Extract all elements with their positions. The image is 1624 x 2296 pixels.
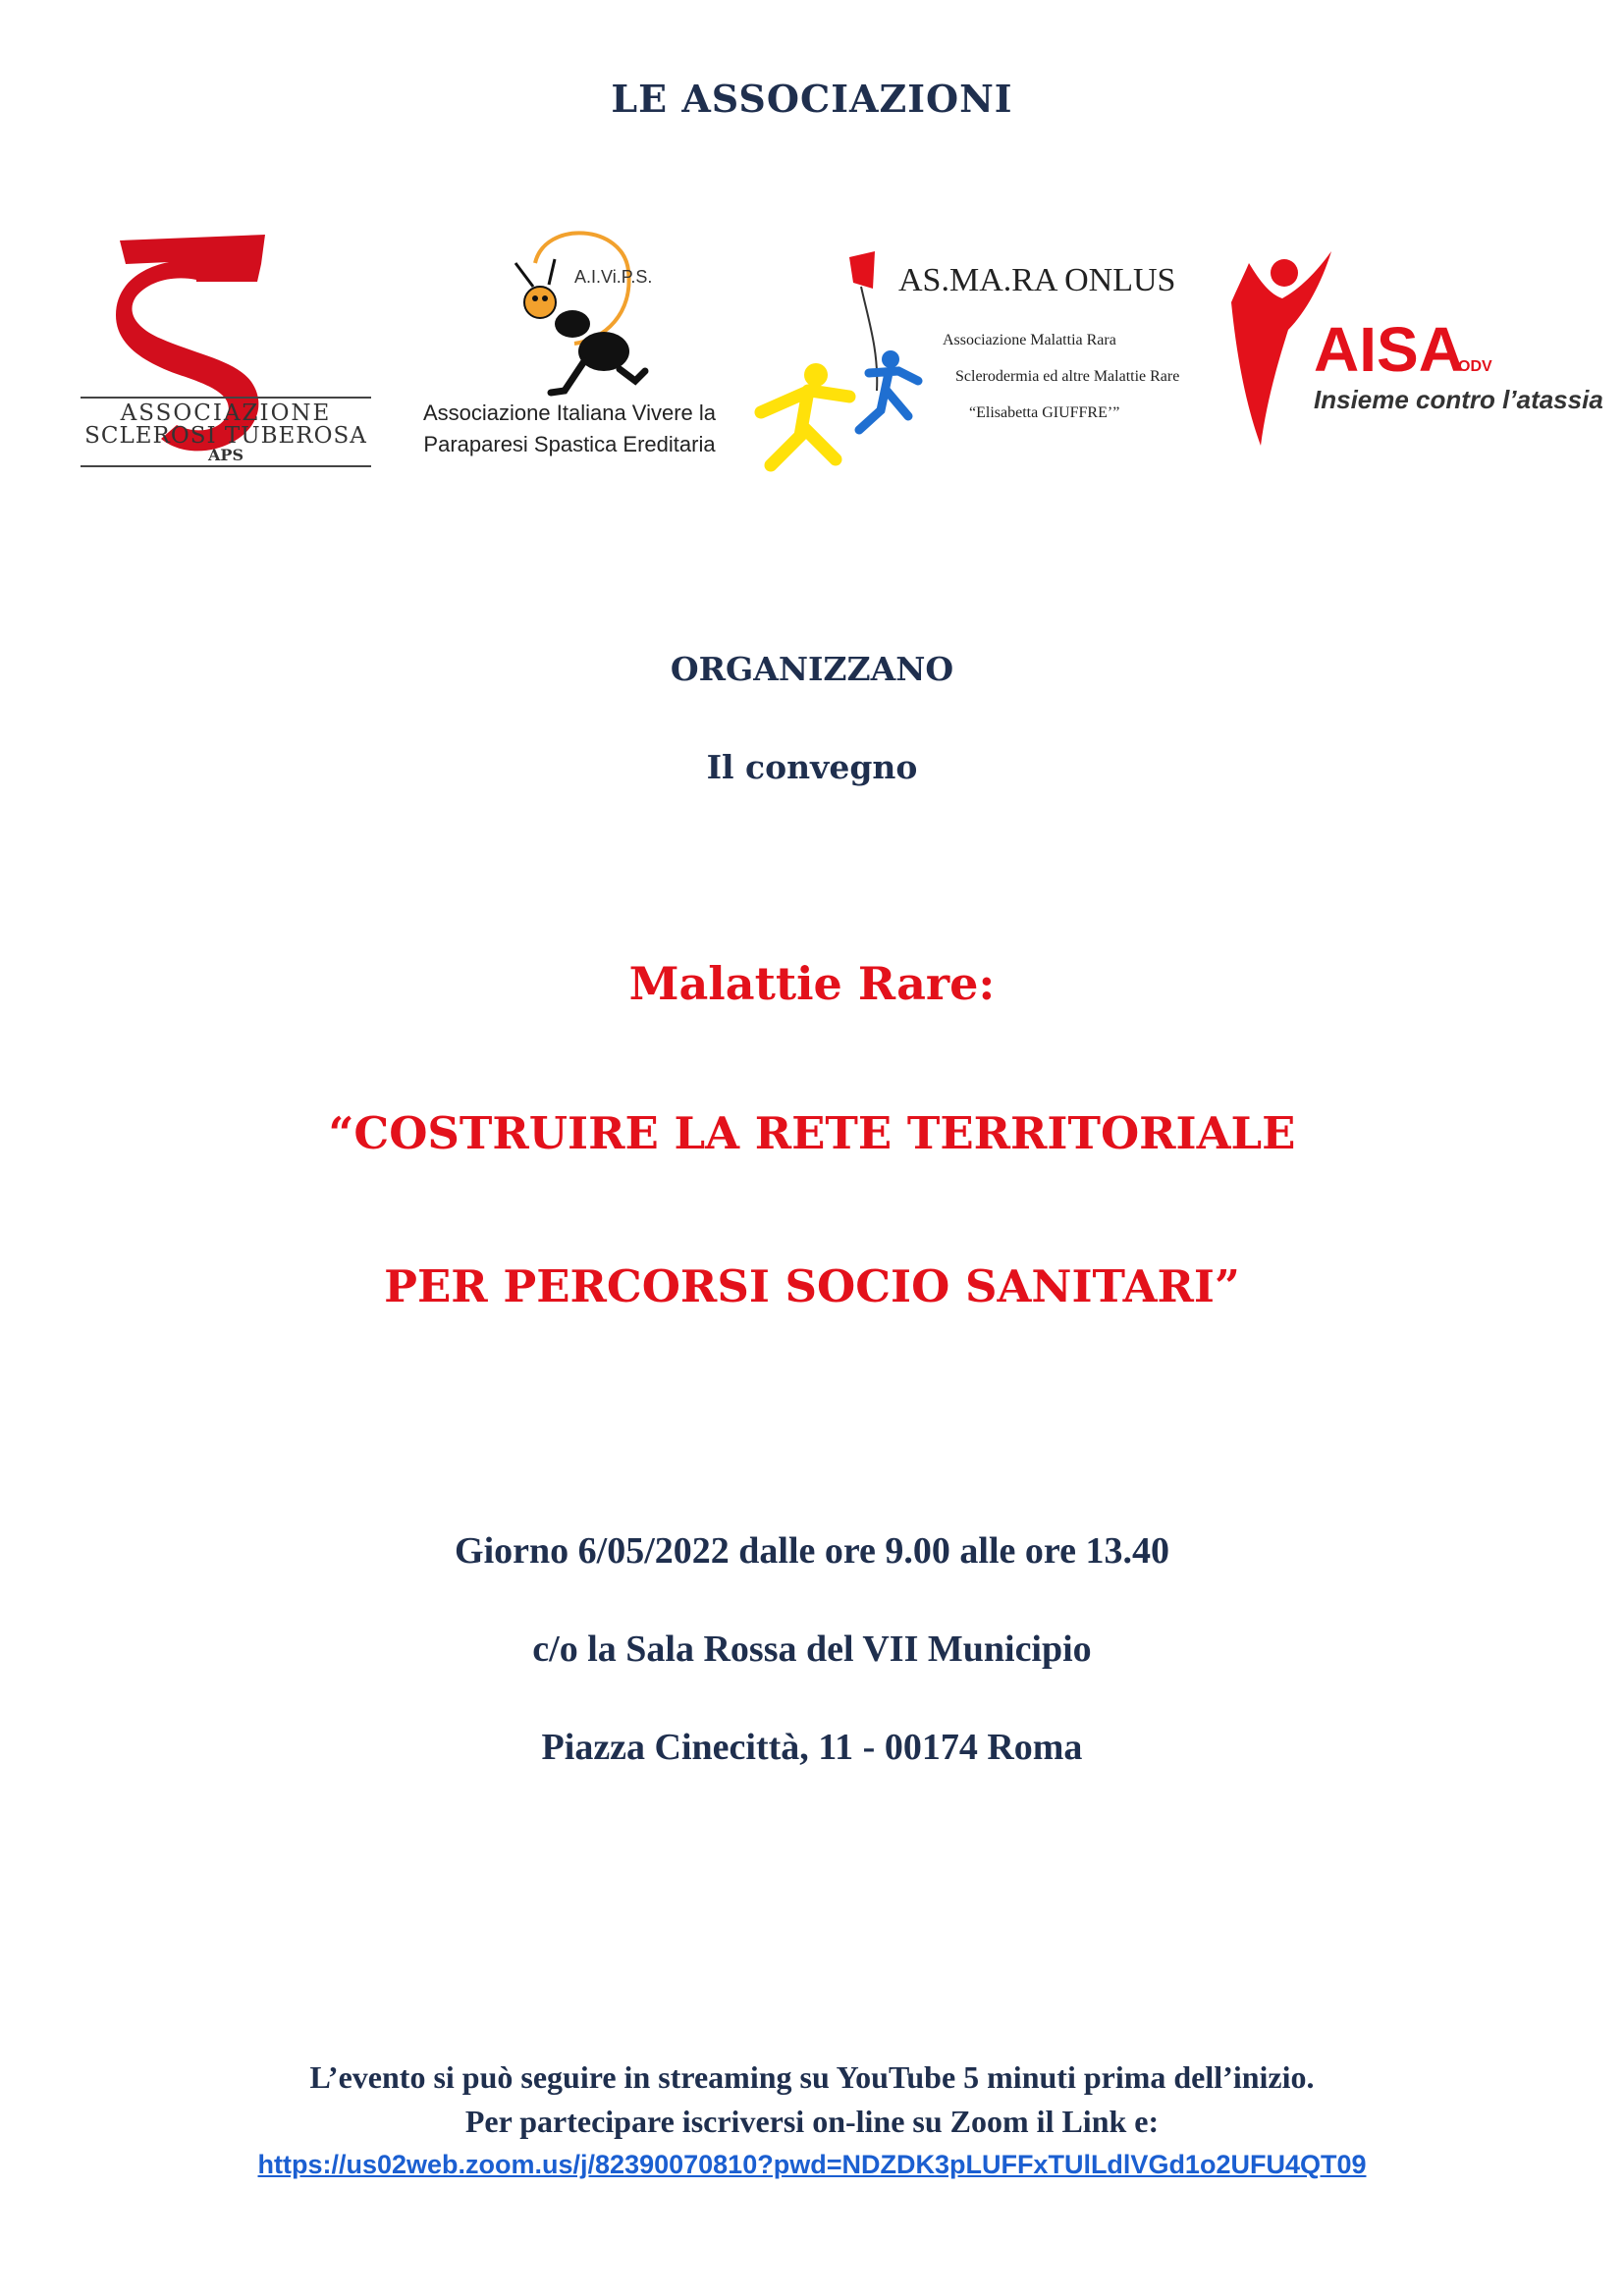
- ast-emblem-icon: [79, 221, 373, 476]
- aivips-acronym: A.I.Vi.P.S.: [574, 267, 653, 287]
- asmara-kite-icon: [751, 243, 1198, 479]
- event-topic: Malattie Rare:: [628, 957, 996, 1010]
- organizers-heading: ORGANIZZANO: [670, 650, 954, 688]
- streaming-note: L’evento si può seguire in streaming su YouTube 5 minuti prima dell’inizio.: [309, 2059, 1315, 2095]
- zoom-link[interactable]: https://us02web.zoom.us/j/82390070810?pwd=NDZDK3pLUFFxTUlLdlVGd1o2UFU4QT09: [257, 2150, 1367, 2179]
- event-address: Piazza Cinecittà, 11 - 00174 Roma: [541, 1727, 1083, 1768]
- event-venue: c/o la Sala Rossa del VII Municipio: [532, 1629, 1092, 1670]
- event-date: Giorno 6/05/2022 dalle ore 9.00 alle ore 13.40: [455, 1530, 1169, 1572]
- asmara-name: AS.MA.RA ONLUS: [898, 262, 1176, 298]
- event-title-line1: “COSTRUIRE LA RETE TERRITORIALE: [328, 1107, 1296, 1159]
- ast-line2: SCLEROSI TUBEROSA: [84, 423, 367, 449]
- aisa-name: AISA: [1314, 314, 1464, 385]
- asmara-line3: “Elisabetta GIUFFRE’”: [969, 404, 1120, 421]
- zoom-link-container: [0, 2150, 1624, 2180]
- asmara-logo: [751, 243, 1198, 479]
- ast-line1: ASSOCIAZIONE: [120, 400, 332, 426]
- aisa-suffix: ODV: [1458, 358, 1492, 375]
- aisa-tagline: Insieme contro l’atassia: [1314, 385, 1603, 414]
- aisa-logo: [1227, 243, 1603, 459]
- event-type: Il convegno: [706, 748, 918, 786]
- event-title-line2: PER PERCORSI SOCIO SANITARI”: [384, 1260, 1240, 1312]
- asmara-line2: Sclerodermia ed altre Malattie Rare: [955, 368, 1180, 385]
- aivips-line2: Paraparesi Spastica Ereditaria: [423, 432, 716, 456]
- asmara-line1: Associazione Malattia Rara: [943, 332, 1116, 348]
- aivips-logo: [423, 224, 716, 479]
- aivips-ant-icon: [423, 224, 716, 479]
- page-header-title: LE ASSOCIAZIONI: [611, 77, 1013, 121]
- aivips-line1: Associazione Italiana Vivere la: [423, 400, 716, 425]
- registration-note: Per partecipare iscriversi on-line su Zoom il Link e:: [464, 2104, 1160, 2139]
- aisa-figure-icon: [1227, 243, 1603, 459]
- ast-line3: APS: [208, 446, 244, 464]
- ast-logo: [79, 221, 373, 476]
